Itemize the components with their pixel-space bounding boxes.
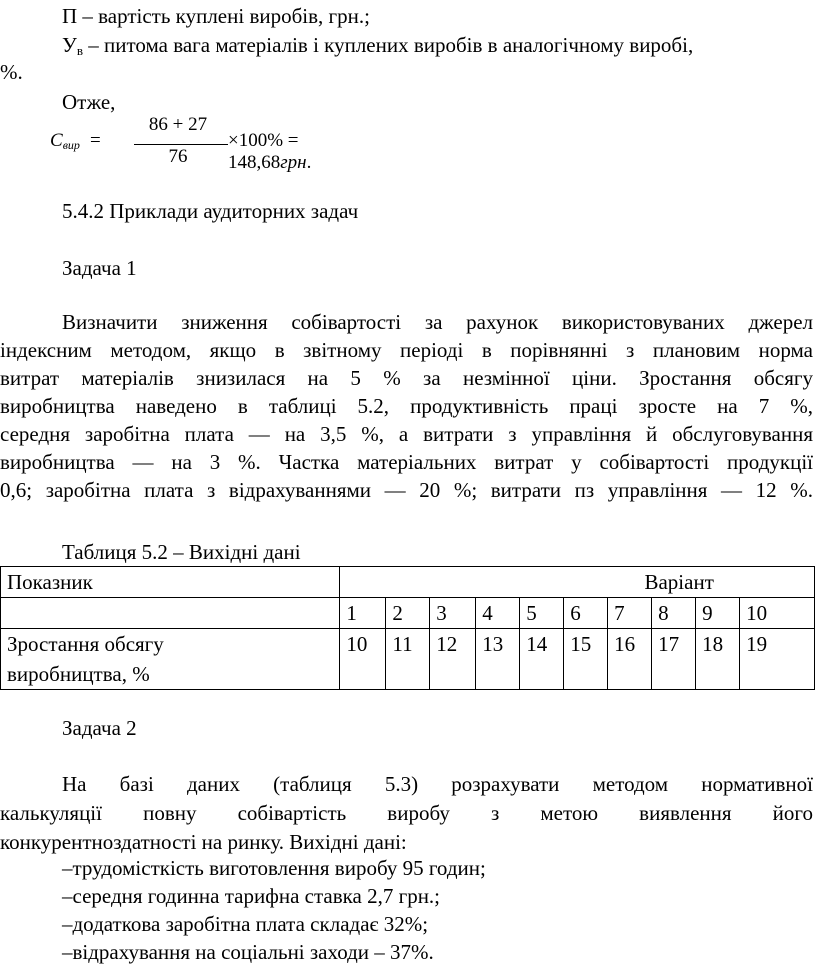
value-cell: 13 xyxy=(476,629,520,690)
task2-title: Задача 2 xyxy=(62,716,137,740)
text-line-u-cont: %. xyxy=(0,60,23,84)
task1-line-7: 0,6; заробітна плата з відрахуваннями — 20 %; витрати пз управління — 12 %. xyxy=(0,478,813,502)
u-subscript: в xyxy=(76,43,84,58)
task2-line-1: На базі даних (таблиця 5.3) розрахувати методом нормативної xyxy=(62,772,813,796)
value-cell: 12 xyxy=(430,629,476,690)
value-cell: 18 xyxy=(696,629,740,690)
formula-symbol: $С_{вир}$ xyxy=(50,130,80,152)
u-symbol: У xyxy=(62,33,77,57)
variant-cell: 6 xyxy=(564,598,608,629)
variant-cell: 2 xyxy=(386,598,430,629)
table-empty-cell xyxy=(1,598,340,629)
value-cell: 17 xyxy=(652,629,696,690)
col-header-indicator: Показник xyxy=(1,567,340,598)
text-line-u xyxy=(62,31,693,65)
fraction-bar xyxy=(134,144,228,145)
task1-line-2: індексним методом, якщо в звітному періоді в порівнянні з плановим норма xyxy=(0,338,813,362)
cost-formula xyxy=(50,114,370,173)
formula-result: ×100% = 148,68грн. xyxy=(228,130,312,173)
variant-cell: 1 xyxy=(340,598,386,629)
table-caption: Таблиця 5.2 – Вихідні дані xyxy=(62,540,301,564)
col-header-variant: Варіант xyxy=(340,567,815,598)
section-title: 5.4.2 Приклади аудиторних задач xyxy=(62,199,359,223)
task1-line-6: виробництва — на 3 %. Частка матеріальних витрат у собівартості продукції xyxy=(0,450,813,474)
value-cell: 15 xyxy=(564,629,608,690)
source-data-table xyxy=(0,566,815,690)
task1-title: Задача 1 xyxy=(62,256,137,280)
task2-item: –середня годинна тарифна ставка 2,7 грн.; xyxy=(62,884,441,908)
text-otzhe: Отже, xyxy=(62,90,116,114)
task2-item: –відрахування на соціальні заходи – 37%. xyxy=(62,940,434,964)
variant-cell: 9 xyxy=(696,598,740,629)
variant-cell: 3 xyxy=(430,598,476,629)
task1-line-3: витрат матеріалів знизилася на 5 % за незмінної ціни. Зростання обсягу xyxy=(0,366,813,390)
task2-item: –додаткова заробітна плата складає 32%; xyxy=(62,912,429,936)
value-cell: 16 xyxy=(608,629,652,690)
variant-cell: 10 xyxy=(740,598,815,629)
formula-equals: = xyxy=(90,130,101,151)
task2-line-2: калькуляції повну собівартість виробу з метою виявлення його xyxy=(0,801,813,825)
table-row xyxy=(1,629,815,690)
u-rest: – питома вага матеріалів і куплених виробів в аналогічному виробі, xyxy=(83,33,694,57)
value-cell: 19 xyxy=(740,629,815,690)
formula-denominator: 76 xyxy=(168,146,188,167)
text-line-p: П – вартість куплені виробів, грн.; xyxy=(62,4,370,28)
variant-cell: 7 xyxy=(608,598,652,629)
task1-line-5: середня заробітна плата — на 3,5 %, а витрати з управління й обслуговування xyxy=(0,422,813,446)
variant-cell: 4 xyxy=(476,598,520,629)
value-cell: 14 xyxy=(520,629,564,690)
variant-cell: 5 xyxy=(520,598,564,629)
value-cell: 10 xyxy=(340,629,386,690)
task1-line-4: виробництва наведено в таблиці 5.2, продуктивність праці зросте на 7 %, xyxy=(0,394,813,418)
task1-line-1: Визначити зниження собівартості за рахунок використовуваних джерел xyxy=(62,310,813,334)
value-cell: 11 xyxy=(386,629,430,690)
table-variant-row xyxy=(1,598,815,629)
formula-numerator: 86 + 27 xyxy=(148,114,208,135)
task2-line-3: конкурентноздатності на ринку. Вихідні дані: xyxy=(0,830,407,854)
table-header-row xyxy=(1,567,815,598)
variant-cell: 8 xyxy=(652,598,696,629)
task2-item: –трудомісткість виготовлення виробу 95 годин; xyxy=(62,856,486,880)
row-label: Зростання обсягу виробництва, % xyxy=(1,629,340,690)
